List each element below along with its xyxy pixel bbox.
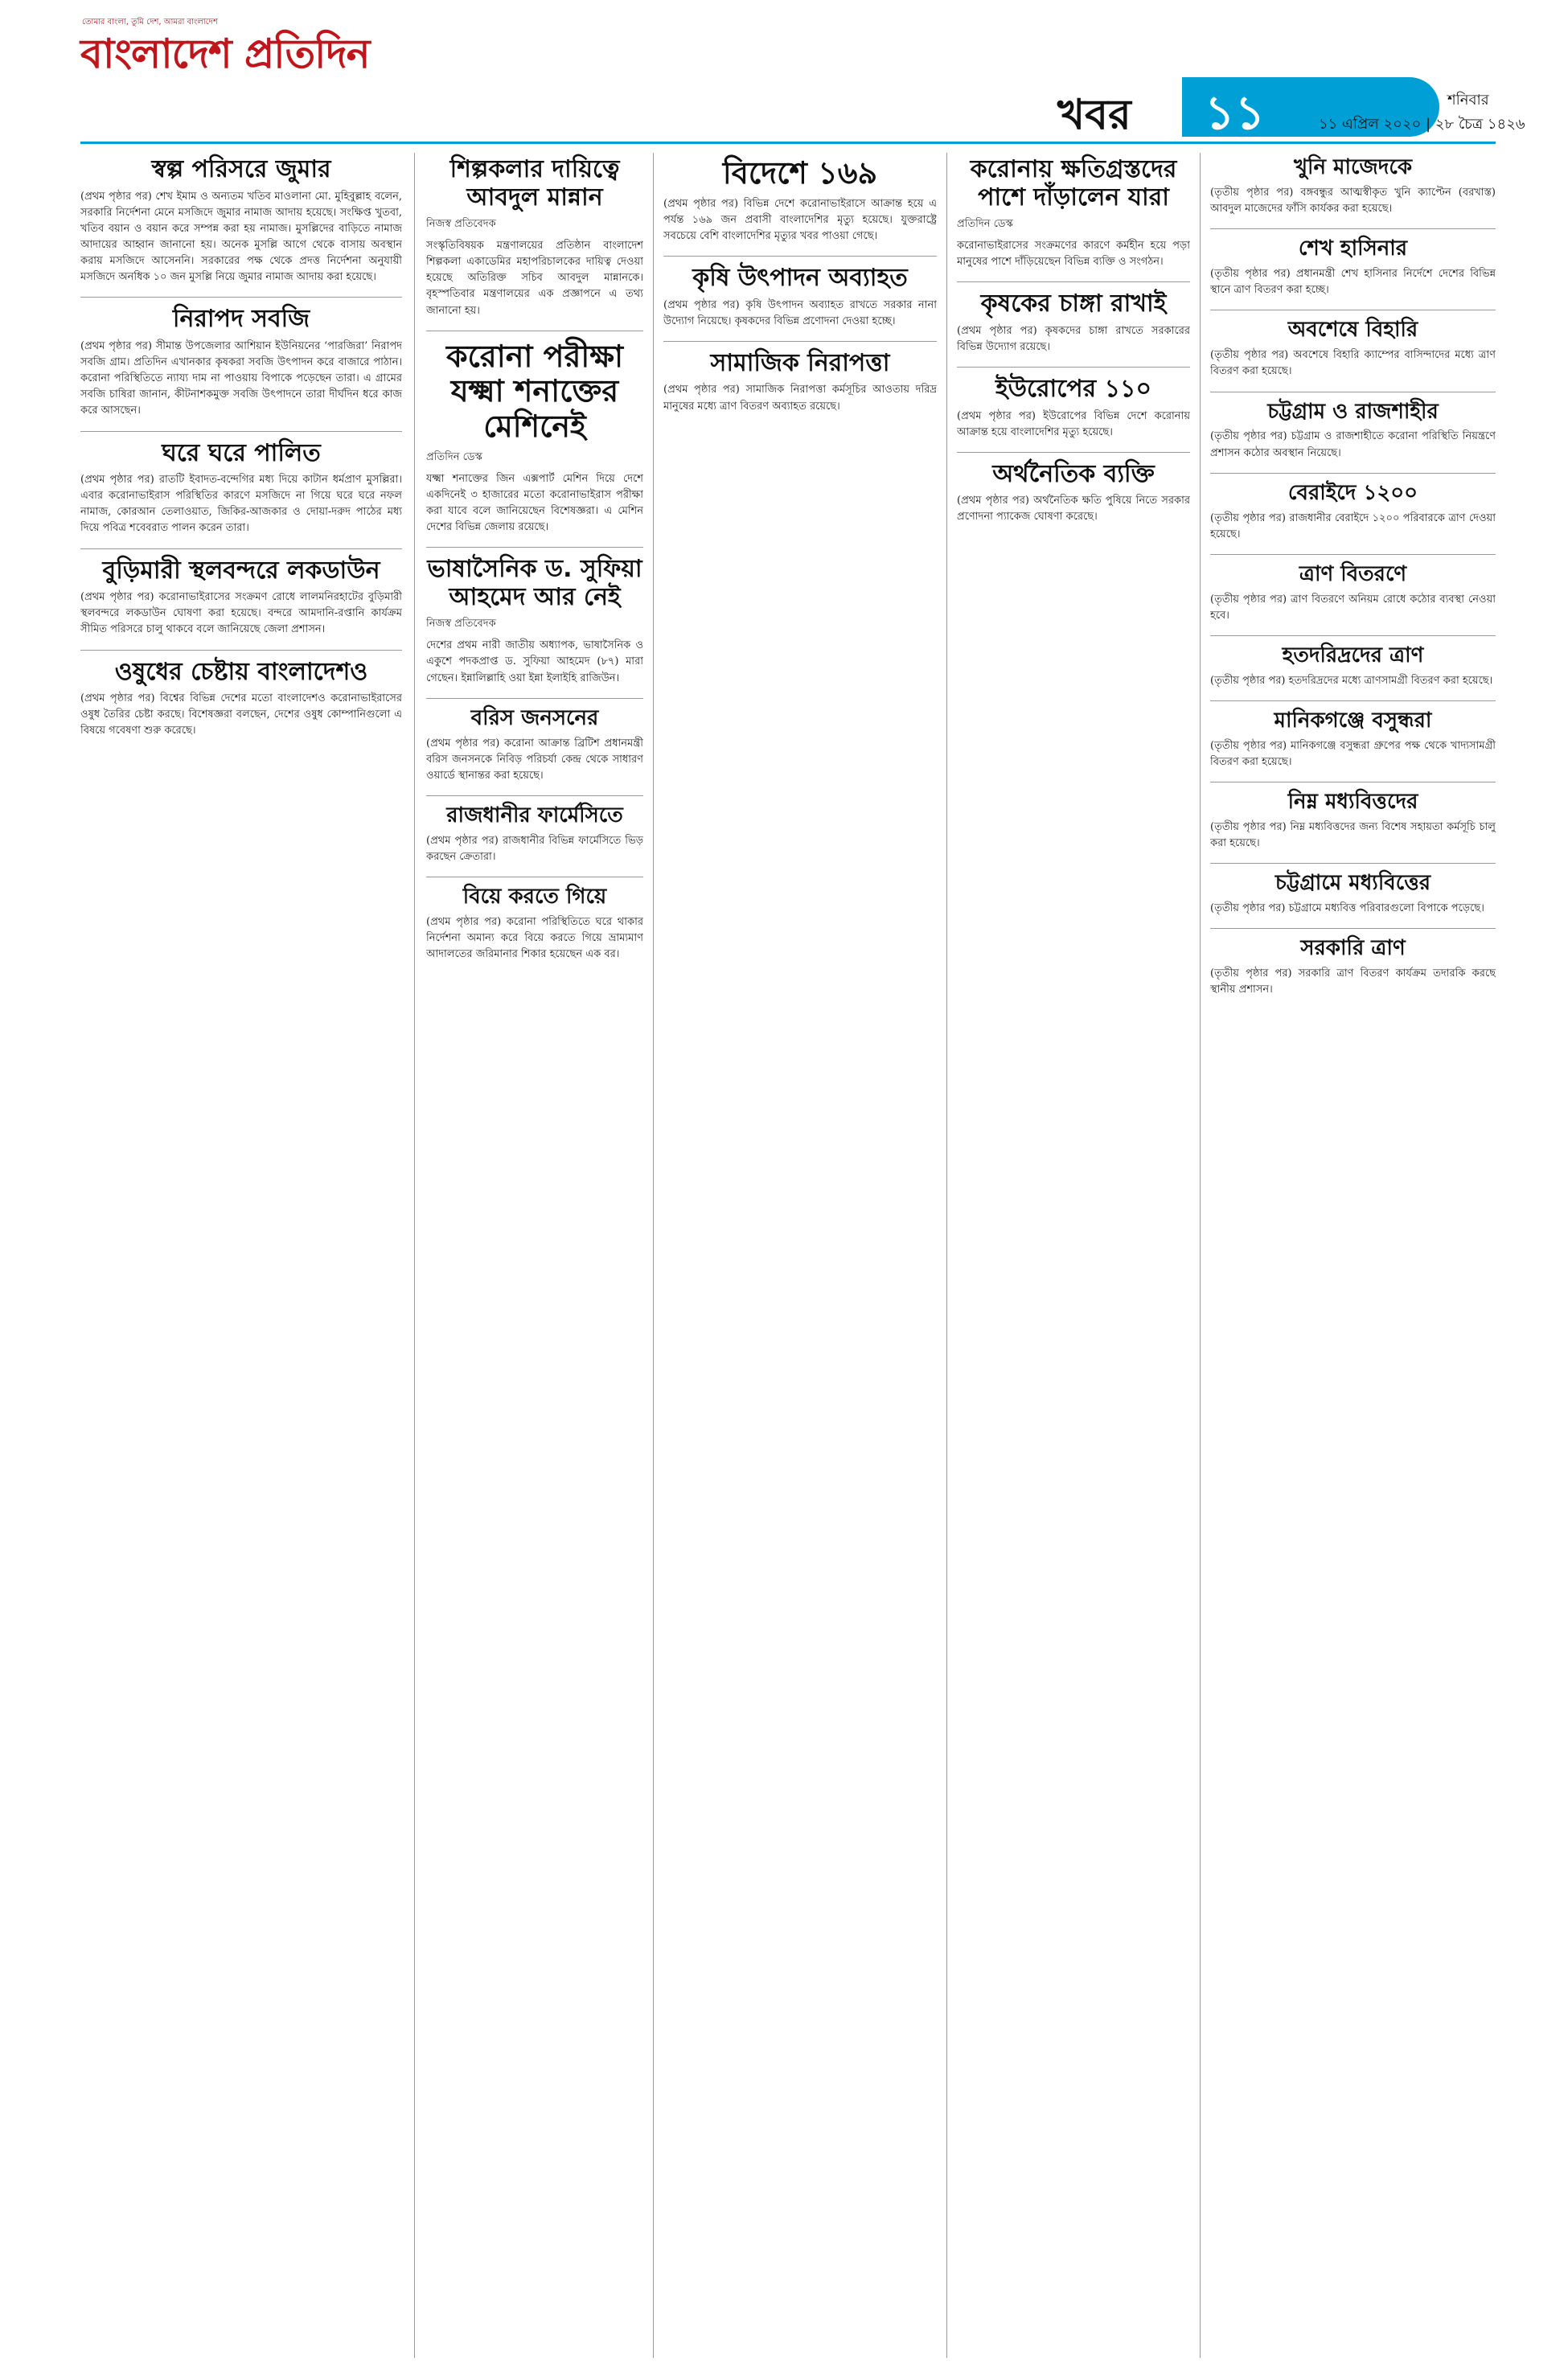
article — [1210, 228, 1496, 298]
article-headline: অর্থনৈতিক ব্যক্তি — [992, 459, 1155, 488]
article-body: (তৃতীয় পৃষ্ঠার পর) বঙ্গবন্ধুর আত্মস্বীকৃত খুনি ক্যাপ্টেন (বরখাস্ত) আবদুল মাজেদের ফাঁসি কার্যকর করা হয়েছে। — [1210, 186, 1496, 216]
article-headline: ভাষাসৈনিক ড. সুফিয়া আহমেদ আর নেই — [427, 555, 642, 611]
article — [1210, 310, 1496, 380]
article-byline: নিজস্ব প্রতিবেদক — [426, 218, 496, 230]
article-headline: হতদরিদ্রদের ত্রাণ — [1282, 643, 1424, 668]
column-divider — [946, 153, 947, 2358]
issue-date: ১১ এপ্রিল ২০২০ | ২৮ চৈত্র ১৪২৬ — [1319, 116, 1525, 133]
article — [957, 367, 1190, 441]
column-3 — [663, 153, 937, 2358]
masthead — [0, 0, 1568, 140]
article — [1210, 392, 1496, 462]
article — [1210, 554, 1496, 624]
article-headline: স্বল্প পরিসরে জুমার — [151, 155, 331, 183]
article-body: (প্রথম পৃষ্ঠার পর) সামাজিক নিরাপত্তা কর্মসূচির আওতায় দরিদ্র মানুষের মধ্যে ত্রাণ বিতরণ অব্যাহত রয়েছে। — [663, 384, 937, 413]
article — [426, 698, 643, 784]
article — [80, 297, 402, 419]
article-byline: নিজস্ব প্রতিবেদক — [426, 618, 496, 630]
article — [1210, 928, 1496, 998]
article — [663, 256, 937, 330]
column-divider — [653, 153, 654, 2358]
article — [663, 156, 937, 244]
article — [426, 156, 643, 319]
article-headline: রাজধানীর ফার্মেসিতে — [446, 803, 623, 828]
article-headline: করোনায় ক্ষতিগ্রস্তদের পাশে দাঁড়ালেন যারা — [970, 155, 1177, 212]
article — [80, 156, 402, 285]
article-headline: নিম্ন মধ্যবিত্তদের — [1287, 790, 1418, 815]
header-divider — [80, 142, 1496, 144]
article-headline: বেরাইদে ১২০০ — [1287, 480, 1418, 505]
article-headline: কৃষি উৎপাদন অব্যাহত — [692, 264, 908, 293]
article-body: (প্রথম পৃষ্ঠার পর) বিশ্বের বিভিন্ন দেশের মতো বাংলাদেশও করোনাভাইরাসের ওষুধ তৈরির চেষ্টা করছে। বিশেষজ্ঞরা বলছেন, দেশের ওষুধ কোম্পানিগুলো এ বিষয়ে গবেষণা শুরু করেছে। — [80, 692, 402, 737]
article-body: (প্রথম পৃষ্ঠার পর) শেখ ইমাম ও অন্যতম খতিব মাওলানা মো. মুহিবুল্লাহ বলেন, সরকারি নির্দেশনা মেনে মসজিদে জুমার নামাজ আদায় হয়েছে। সংক্ষিপ্ত খুতবা, খতিব বয়ান ও বয়ান করে সম্পন্ন করা হয় নামাজ। মুসল্লিদের বাড়িতে নামাজ আদায়ের আহ্বান জানানো হয়। অনেক মুসল্লি আগে থেকে বাসায় অবস্থান করায় মসজিদে আসেননি। সরকারের পক্ষ থেকে প্রদত্ত নির্দেশনা অনুযায়ী মসজিদে অনধিক ১০ জন মুসল্লি নিয়ে জুমার নামাজ আদায় করা হয়েছে। — [80, 190, 402, 284]
section-title: খবর — [1057, 91, 1131, 139]
article-headline: শিল্পকলার দায়িত্বে আবদুল মান্নান — [449, 155, 620, 212]
article — [426, 331, 643, 536]
article-headline: বুড়িমারী স্থলবন্দরে লকডাউন — [102, 556, 380, 585]
article — [1210, 156, 1496, 217]
article-body: (প্রথম পৃষ্ঠার পর) কৃষকদের চাঙ্গা রাখতে সরকারের বিভিন্ন উদ্যোগ রয়েছে। — [957, 324, 1190, 353]
article-body: (তৃতীয় পৃষ্ঠার পর) ত্রাণ বিতরণে অনিয়ম রোধে কঠোর ব্যবস্থা নেওয়া হবে। — [1210, 593, 1496, 622]
article-body: (তৃতীয় পৃষ্ঠার পর) মানিকগঞ্জে বসুন্ধরা গ্রুপের পক্ষ থেকে খাদ্যসামগ্রী বিতরণ করা হয়েছে। — [1210, 739, 1496, 769]
article-byline: প্রতিদিন ডেস্ক — [426, 450, 482, 463]
article — [1210, 635, 1496, 689]
article — [957, 156, 1190, 270]
article-body: (প্রথম পৃষ্ঠার পর) অর্থনৈতিক ক্ষতি পুষিয়ে নিতে সরকার প্রণোদনা প্যাকেজ ঘোষণা করেছে। — [957, 495, 1190, 524]
article-body: যক্ষ্মা শনাক্তের জিন এক্সপার্ট মেশিন দিয়ে দেশে একদিনেই ৩ হাজারের মতো করোনাভাইরাস পরীক্ষা করা যাবে বলে জানিয়েছেন বিশেষজ্ঞরা। এ মেশিন দেশের বিভিন্ন জেলায় রয়েছে। — [426, 472, 643, 534]
article-body: (তৃতীয় পৃষ্ঠার পর) চট্টগ্রাম ও রাজশাহীতে করোনা পরিস্থিতি নিয়ন্ত্রণে প্রশাসন কঠোর অবস্থান নিয়েছে। — [1210, 430, 1496, 459]
article-headline: চট্টগ্রামে মধ্যবিত্তের — [1275, 871, 1431, 896]
article-headline: সামাজিক নিরাপত্তা — [710, 348, 890, 377]
article-headline: মানিকগঞ্জে বসুন্ধরা — [1274, 709, 1432, 733]
article-body: (প্রথম পৃষ্ঠার পর) ইউরোপের বিভিন্ন দেশে করোনায় আক্রান্ত হয়ে বাংলাদেশির মৃত্যু হয়েছে। — [957, 409, 1190, 438]
article-body: (তৃতীয় পৃষ্ঠার পর) রাজধানীর বেরাইদে ১২০০ পরিবারকে ত্রাণ দেওয়া হয়েছে। — [1210, 511, 1496, 540]
article-body: (তৃতীয় পৃষ্ঠার পর) হতদরিদ্রদের মধ্যে ত্রাণসামগ্রী বিতরণ করা হয়েছে। — [1210, 674, 1493, 687]
column-divider — [1200, 153, 1201, 2358]
article-headline: সরকারি ত্রাণ — [1300, 936, 1406, 961]
article-body: (প্রথম পৃষ্ঠার পর) বিভিন্ন দেশে করোনাভাইরাসে আক্রান্ত হয়ে এ পর্যন্ত ১৬৯ জন প্রবাসী বাংলাদেশির মৃত্যু হয়েছে। যুক্তরাষ্ট্রে সবচেয়ে বেশি বাংলাদেশির মৃত্যুর খবর পাওয়া গেছে। — [663, 197, 937, 242]
article-headline: ত্রাণ বিতরণে — [1299, 561, 1407, 586]
article-body: (প্রথম পৃষ্ঠার পর) করোনা পরিস্থিতিতে ঘরে থাকার নির্দেশনা অমান্য করে বিয়ে করতে গিয়ে ভ্রাম্যমাণ আদালতের জরিমানার শিকার হয়েছেন এক বর। — [426, 916, 643, 961]
article-headline: বরিস জনসনের — [470, 705, 599, 730]
page-number: ১১ — [1205, 85, 1266, 140]
article — [426, 547, 643, 686]
article-body: (তৃতীয় পৃষ্ঠার পর) অবশেষে বিহারি ক্যাম্পের বাসিন্দাদের মধ্যে ত্রাণ বিতরণ করা হয়েছে। — [1210, 349, 1496, 378]
issue-day: শনিবার — [1447, 92, 1489, 109]
article — [1210, 863, 1496, 917]
article-body: (তৃতীয় পৃষ্ঠার পর) প্রধানমন্ত্রী শেখ হাসিনার নির্দেশে দেশের বিভিন্ন স্থানে ত্রাণ বিতরণ করা হচ্ছে। — [1210, 268, 1496, 297]
article — [80, 650, 402, 740]
article-body: সংস্কৃতিবিষয়ক মন্ত্রণালয়ের প্রতিষ্ঠান বাংলাদেশ শিল্পকলা একাডেমির মহাপরিচালকের দায়িত্ব দেওয়া হয়েছে অতিরিক্ত সচিব আবদুল মান্নানকে। বৃহস্পতিবার মন্ত্রণালয়ের এক প্রজ্ঞাপনে এ তথ্য জানানো হয়। — [426, 240, 643, 317]
article-body: (তৃতীয় পৃষ্ঠার পর) নিম্ন মধ্যবিত্তদের জন্য বিশেষ সহায়তা কর্মসূচি চালু করা হয়েছে। — [1210, 821, 1496, 850]
article — [1210, 782, 1496, 852]
article-body: (প্রথম পৃষ্ঠার পর) রাজধানীর বিভিন্ন ফার্মেসিতে ভিড় করছেন ক্রেতারা। — [426, 834, 643, 864]
article-headline: নিরাপদ সবজি — [172, 305, 310, 334]
article — [1210, 473, 1496, 543]
column-divider — [414, 153, 415, 2358]
article-body: (প্রথম পৃষ্ঠার পর) কৃষি উৎপাদন অব্যাহত রাখতে সরকার নানা উদ্যোগ নিয়েছে। কৃষকদের বিভিন্ন প্রণোদনা দেওয়া হচ্ছে। — [663, 298, 937, 327]
article — [426, 795, 643, 865]
article — [80, 548, 402, 639]
article-headline: শেখ হাসিনার — [1298, 236, 1408, 261]
article — [957, 281, 1190, 355]
article-headline: বিদেশে ১৬৯ — [722, 155, 878, 191]
article-headline: ঘরে ঘরে পালিত — [162, 438, 321, 467]
article — [663, 341, 937, 415]
article-headline: ইউরোপের ১১০ — [995, 375, 1152, 404]
article — [80, 431, 402, 537]
article-body: (প্রথম পৃষ্ঠার পর) রাতটি ইবাদত-বন্দেগির মধ্য দিয়ে কাটান ধর্মপ্রাণ মুসল্লিরা। এবার করোনাভাইরাস পরিস্থিতির কারণে মসজিদে না গিয়ে ঘরে ঘরে নফল নামাজ, কোরআন তেলাওয়াত, জিকির-আজকার ও দোয়া-দরুদ পাঠের মধ্য দিয়ে পবিত্র শবেবরাত পালন করেন তারা। — [80, 474, 402, 535]
article-body: (তৃতীয় পৃষ্ঠার পর) সরকারি ত্রাণ বিতরণ কার্যক্রম তদারকি করছে স্থানীয় প্রশাসন। — [1210, 967, 1496, 996]
article-body: (প্রথম পৃষ্ঠার পর) সীমান্ত উপজেলার আশিয়ান ইউনিয়নের ‘পারজিরা’ নিরাপদ সবজি গ্রাম। প্রতিদিন এখানকার কৃষকরা সবজি উৎপাদন করে বাজারে পাঠান। করোনা পরিস্থিতিতে ন্যায্য দাম না পাওয়ায় বিপাকে পড়েছেন তারা। এ গ্রামের সবজি চাষিরা জানান, কীটনাশকমুক্ত সবজি উৎপাদনে তারা দীর্ঘদিন ধরে কাজ করে আসছেন। — [80, 339, 402, 417]
article — [1210, 700, 1496, 770]
column-4 — [957, 153, 1190, 2358]
newspaper-logo[interactable]: বাংলাদেশ প্রতিদিন — [80, 31, 370, 77]
article — [426, 877, 643, 963]
article-body: (প্রথম পৃষ্ঠার পর) করোনাভাইরাসের সংক্রমণ রোধে লালমনিরহাটের বুড়িমারী স্থলবন্দরে লকডাউন ঘোষণা করা হয়েছে। বন্দরে আমদানি-রপ্তানি কার্যক্রম সীমিত পরিসরে চালু থাকবে বলে জানিয়েছে জেলা প্রশাসন। — [80, 591, 402, 636]
article-body: দেশের প্রথম নারী জাতীয় অধ্যাপক, ভাষাসৈনিক ও একুশে পদকপ্রাপ্ত ড. সুফিয়া আহমেদ (৮৭) মারা গেছেন। ইন্নালিল্লাহি ওয়া ইন্না ইলাইহি রাজিউন। — [426, 639, 643, 684]
article-body: (তৃতীয় পৃষ্ঠার পর) চট্টগ্রামে মধ্যবিত্ত পরিবারগুলো বিপাকে পড়েছে। — [1210, 902, 1484, 915]
article-headline: ওষুধের চেষ্টায় বাংলাদেশও — [114, 657, 368, 686]
column-1 — [80, 153, 402, 2358]
article-headline: চট্টগ্রাম ও রাজশাহীর — [1267, 399, 1439, 424]
column-2 — [426, 153, 643, 2358]
article-headline: বিয়ে করতে গিয়ে — [462, 885, 607, 910]
article-byline: প্রতিদিন ডেস্ক — [957, 218, 1013, 230]
tagline: তোমার বাংলা, তুমি দেশ, আমরা বাংলাদেশ — [82, 18, 218, 27]
article-body: করোনাভাইরাসের সংক্রমণের কারণে কর্মহীন হয়ে পড়া মানুষের পাশে দাঁড়িয়েছেন বিভিন্ন ব্যক্তি ও সংগঠন। — [957, 240, 1190, 269]
article-headline: অবশেষে বিহারি — [1287, 318, 1418, 343]
column-5 — [1210, 153, 1496, 2358]
article-body: (প্রথম পৃষ্ঠার পর) করোনা আক্রান্ত ব্রিটিশ প্রধানমন্ত্রী বরিস জনসনকে নিবিড় পরিচর্যা কেন্দ্র থেকে সাধারণ ওয়ার্ডে স্থানান্তর করা হয়েছে। — [426, 737, 643, 782]
article-headline: কৃষকের চাঙ্গা রাখাই — [980, 290, 1167, 318]
article — [957, 452, 1190, 526]
article-headline: করোনা পরীক্ষা যক্ষ্মা শনাক্তের মেশিনেই — [445, 338, 624, 445]
article-headline: খুনি মাজেদকে — [1293, 155, 1413, 179]
